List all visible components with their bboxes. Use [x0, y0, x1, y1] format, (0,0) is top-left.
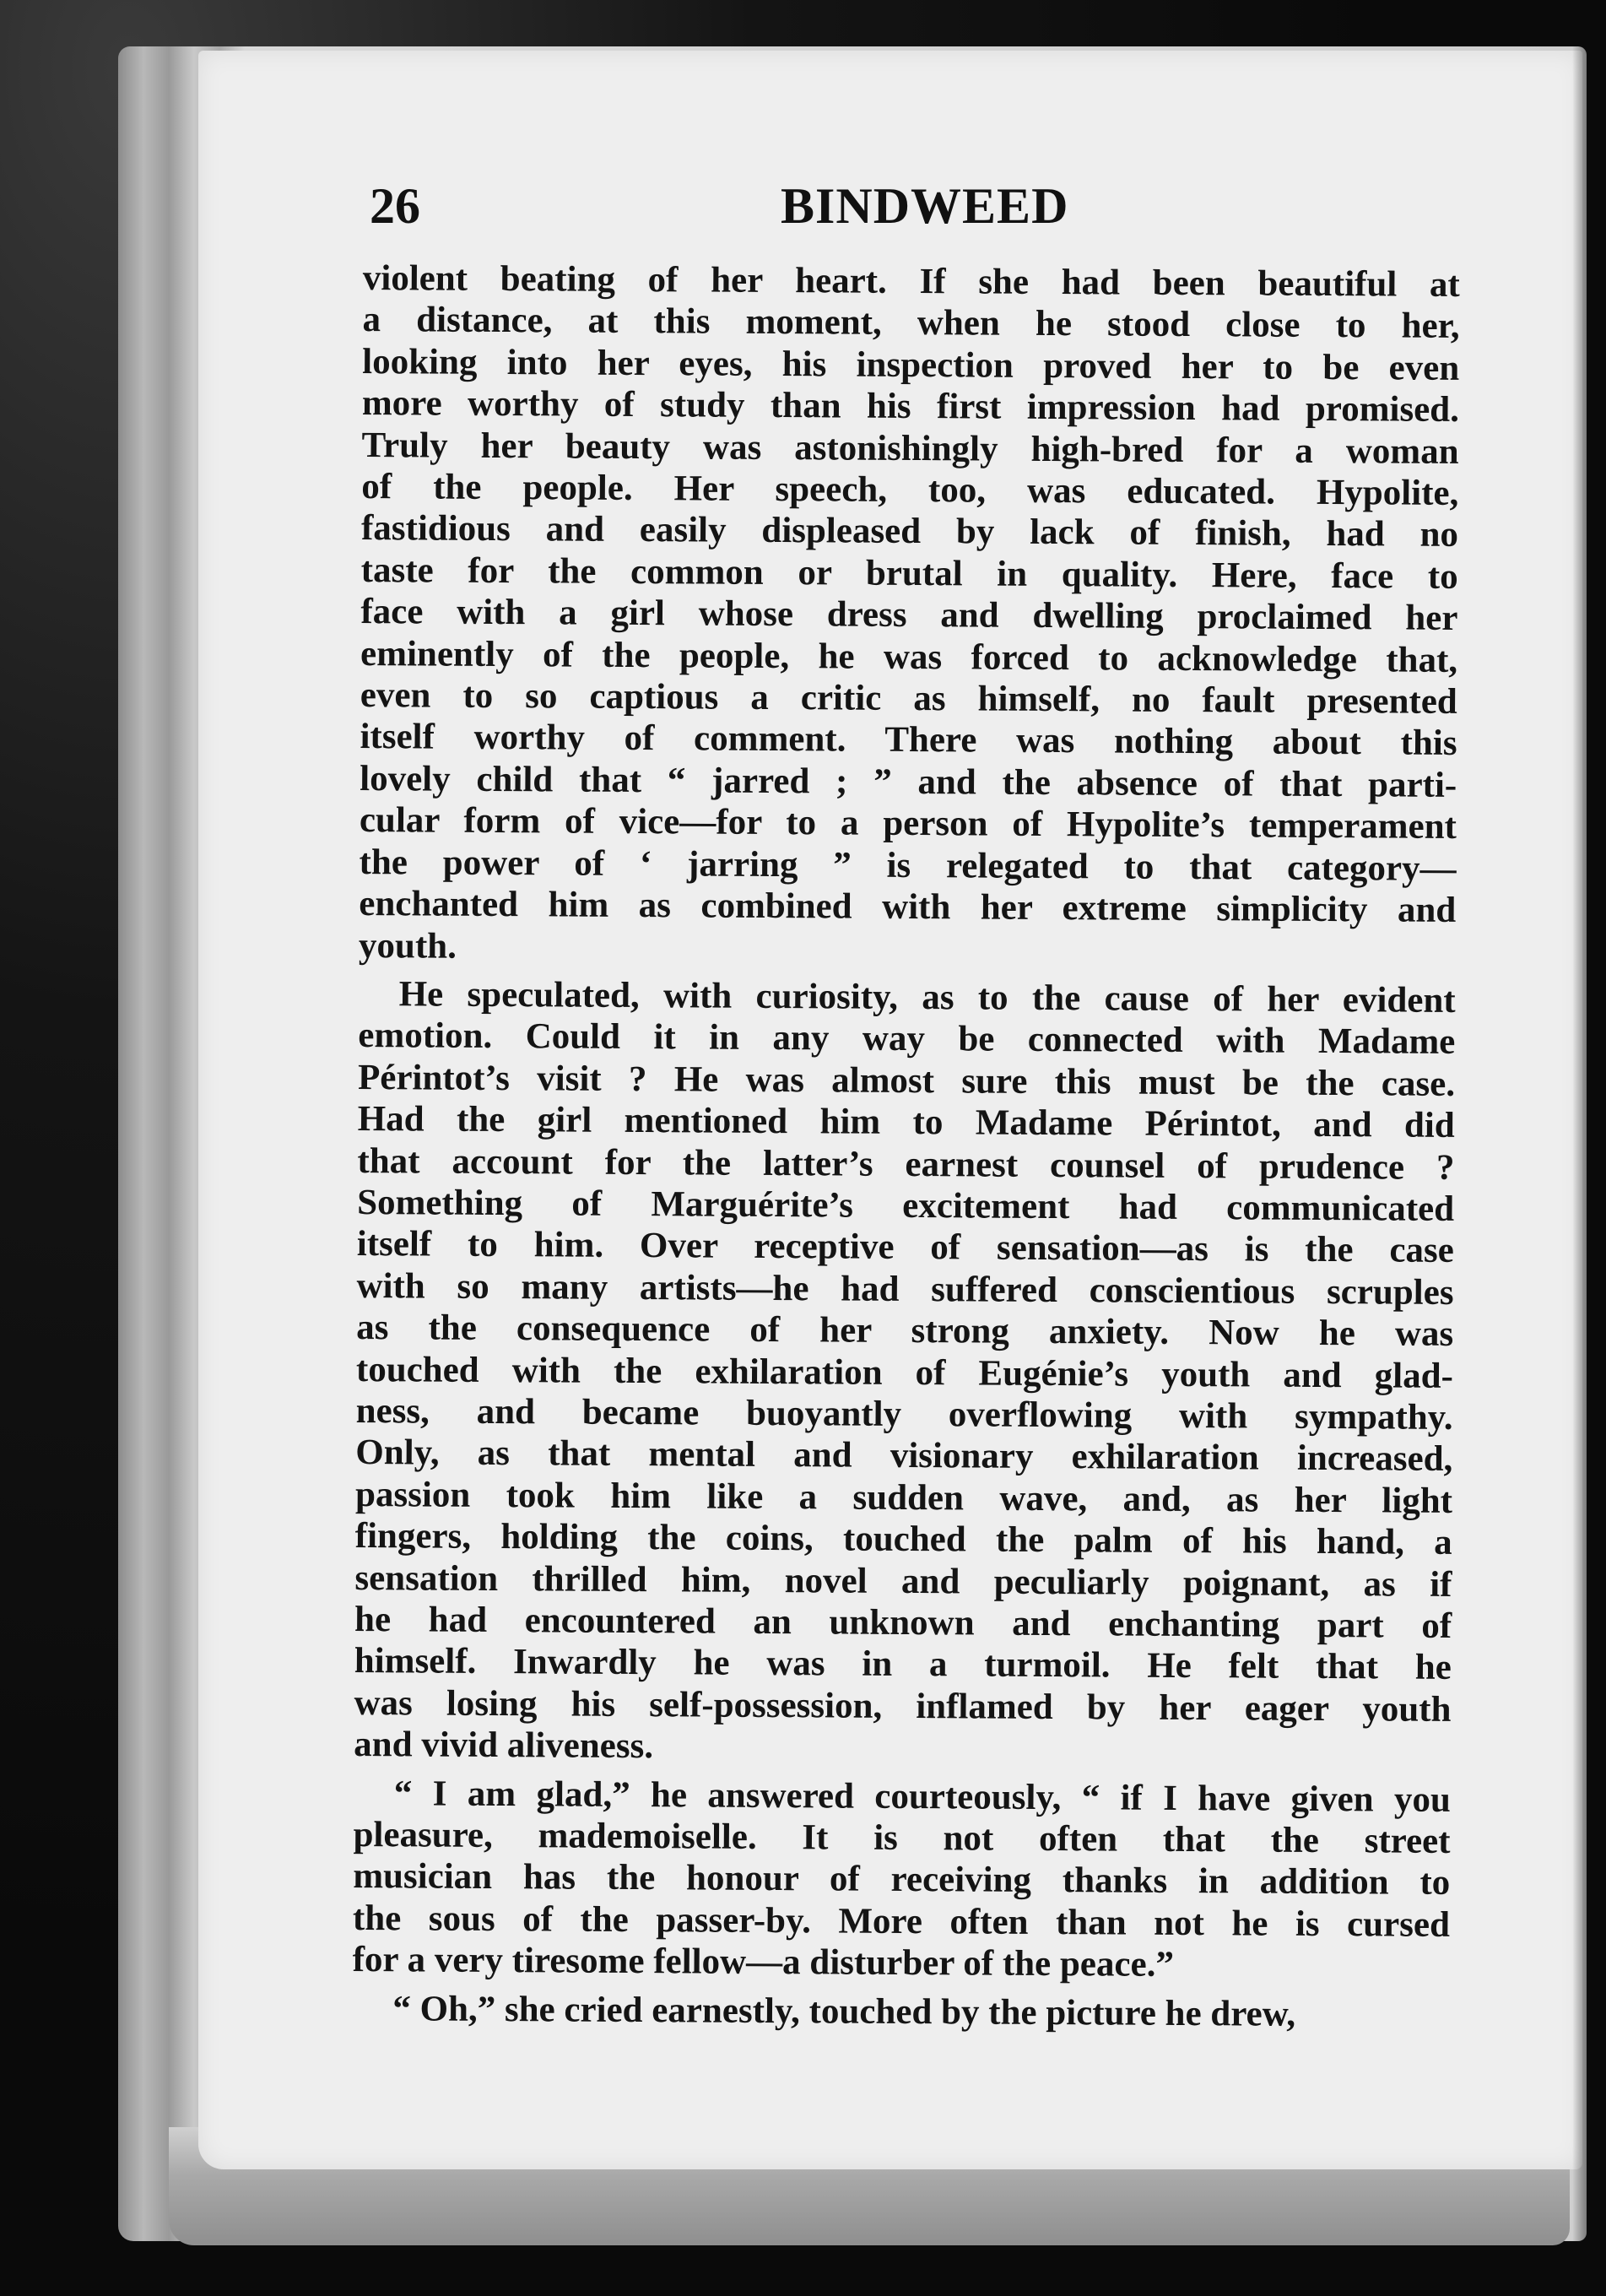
text-line: violent beating of her heart. If she had been beautiful at [362, 258, 1460, 305]
text-line: for a very tiresome fellow—a disturber of the peace.” [352, 1940, 1175, 1985]
text-line: cular form of vice—for to a person of Hypolite’s temperament [359, 800, 1457, 847]
text-line: Truly her beauty was astonishingly high-bred for a woman [361, 425, 1459, 472]
text-line: a distance, at this moment, when he stood close to her, [362, 300, 1460, 347]
text-line: fastidious and easily displeased by lack of finish, had no [360, 508, 1459, 555]
running-head: BINDWEED [781, 178, 1069, 234]
text-line: passion took him like a sudden wave, and, as her light [354, 1474, 1453, 1521]
text-line: was losing his self-possession, inflamed by her eager youth [354, 1682, 1452, 1730]
text-line: lovely child that “ jarred ; ” and the absence of that parti- [360, 758, 1457, 805]
text-line: taste for the common or brutal in quality. Here, face to [360, 550, 1458, 597]
text-line: “ Oh,” she cried earnestly, touched by the picture he drew, [392, 1988, 1296, 2034]
text-line: he had encountered an unknown and enchanting part of [354, 1599, 1452, 1646]
text-line: emotion. Could it in any way be connected with Madame [358, 1015, 1456, 1063]
text-line: sensation thrilled him, novel and peculiarly poignant, as if [354, 1557, 1452, 1605]
text-line: itself to him. Over receptive of sensation—as is the case [356, 1224, 1454, 1271]
text-line: itself worthy of comment. There was nothing about this [360, 717, 1457, 764]
text-line: pleasure, mademoiselle. It is not often that the street [353, 1814, 1451, 1861]
text-line: more worthy of study than his first impression had promised. [361, 383, 1460, 430]
text-line: as the consequence of her strong anxiety. Now he was [356, 1308, 1454, 1355]
text-line: touched with the exhilaration of Eugénie’s youth and glad- [355, 1349, 1454, 1396]
text-line: Something of Marguérite’s excitement had communicated [357, 1182, 1455, 1229]
text-line: Had the girl mentioned him to Madame Périntot, and did [357, 1099, 1455, 1146]
text-line: eminently of the people, he was forced to acknowledge that, [360, 633, 1458, 680]
paragraph [359, 257, 1460, 973]
text-line: of the people. Her speech, too, was educated. Hypolite, [361, 467, 1459, 513]
text-line: enchanted him as combined with her extreme simplicity and [359, 884, 1457, 931]
page-number: 26 [370, 178, 420, 234]
text-line: Only, as that mental and visionary exhilaration increased, [355, 1432, 1453, 1480]
text-line: even to so captious a critic as himself, no fault presented [360, 675, 1457, 722]
paragraph [354, 973, 1456, 1773]
text-line: “ I am glad,” he answered courteously, “ if I have given you [393, 1773, 1452, 1820]
paragraph [353, 1773, 1451, 1988]
text-line: looking into her eyes, his inspection proved her to be even [362, 341, 1460, 388]
text-line: and vivid aliveness. [354, 1725, 654, 1767]
book-page [198, 51, 1582, 2169]
text-line: musician has the honour of receiving thanks in addition to [353, 1856, 1451, 1903]
text-line: Périntot’s visit ? He was almost sure this must be the case. [357, 1057, 1456, 1104]
text-line: ness, and became buoyantly overflowing with sympathy. [355, 1390, 1453, 1438]
text-line: youth. [358, 925, 457, 967]
page-header [198, 177, 1582, 236]
body-text [352, 257, 1460, 2036]
text-line: himself. Inwardly he was in a turmoil. He felt that he [354, 1641, 1452, 1688]
text-line: the sous of the passer-by. More often than not he is cursed [352, 1898, 1451, 1945]
text-line: face with a girl whose dress and dwelling proclaimed her [360, 592, 1458, 639]
text-line: that account for the latter’s earnest counsel of prudence ? [357, 1140, 1455, 1188]
text-line: the power of ‘ jarring ” is relegated to that category— [359, 842, 1457, 889]
text-line: fingers, holding the coins, touched the palm of his hand, a [354, 1516, 1452, 1563]
text-line: with so many artists—he had suffered conscientious scruples [356, 1265, 1454, 1313]
paragraph [352, 1988, 1449, 2036]
text-line: He speculated, with curiosity, as to the cause of her evident [398, 974, 1456, 1021]
right-edge-shadow [1572, 0, 1606, 2296]
